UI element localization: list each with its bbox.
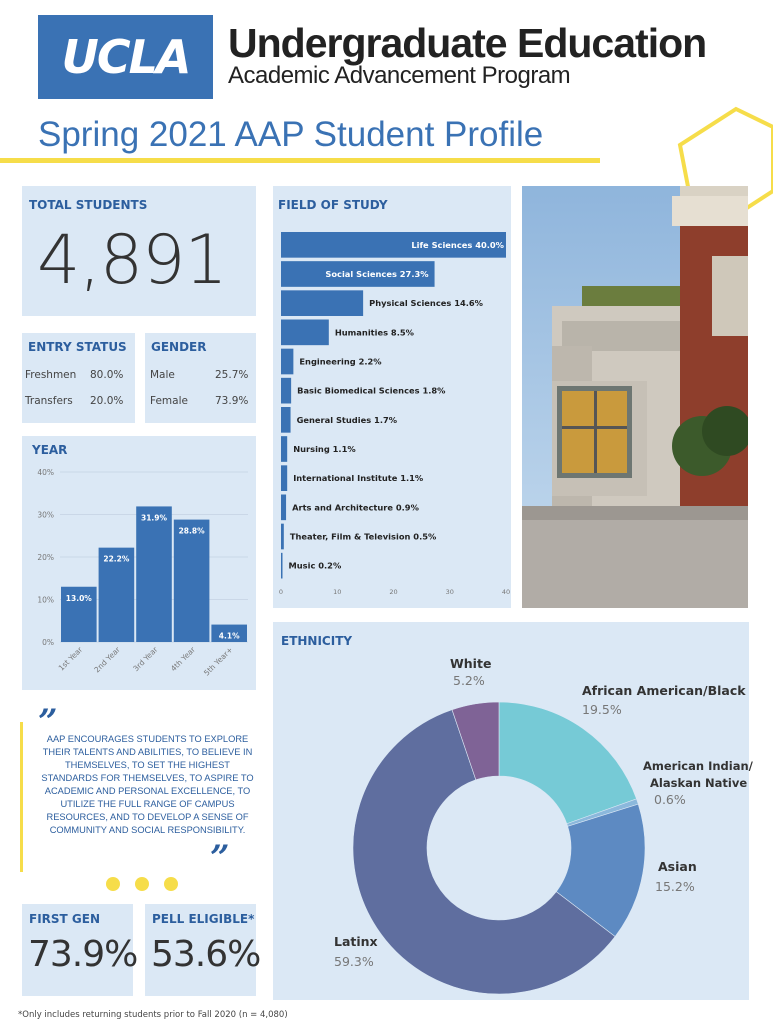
year-y-tick: 40% xyxy=(37,468,54,477)
header-subtitle: Academic Advancement Program xyxy=(228,62,571,89)
field-bar-label: Humanities 8.5% xyxy=(334,327,414,338)
field-x-tick: 20 xyxy=(389,588,398,596)
gender-male-value: 25.7% xyxy=(215,369,249,381)
field-bar-label: Music 0.2% xyxy=(288,560,342,571)
year-y-tick: 30% xyxy=(37,510,54,520)
year-bar-label: 28.8% xyxy=(178,526,205,536)
ethnicity-label-african-american: African American/Black xyxy=(582,683,746,698)
field-bar-label: Arts and Architecture 0.9% xyxy=(292,502,419,513)
field-x-tick: 10 xyxy=(333,588,342,596)
ethnicity-label-american-indian-line1: American Indian/ xyxy=(643,759,753,773)
year-bar-chart xyxy=(22,436,256,690)
year-bar xyxy=(136,506,172,642)
decorative-dot xyxy=(106,877,120,891)
gender-male-key: Male xyxy=(150,369,175,381)
field-bar-label: International Institute 1.1% xyxy=(293,473,424,484)
campus-building-photo xyxy=(522,186,748,608)
page-title: Spring 2021 AAP Student Profile xyxy=(38,115,544,154)
entry-transfers-value: 20.0% xyxy=(90,395,124,407)
quote-accent-bar xyxy=(20,722,23,872)
year-bar-label: 31.9% xyxy=(140,513,168,523)
total-students-value: 4,891 xyxy=(37,221,227,300)
field-bar-label: Theater, Film & Television 0.5% xyxy=(289,531,437,542)
field-bar xyxy=(281,407,291,433)
mission-quote: AAP ENCOURAGES STUDENTS TO EXPLORE THEIR TALENTS AND ABILITIES, TO BELIEVE IN THEMSELVES, TO SET THE HIGHEST STANDARDS FOR THEMSELVES, TO ASPIRE TO ACADEMIC AND PERSONAL EXCELLENCE, TO UTILIZE THE FULL RANGE OF CAMPUS RESOURCES, AND TO DEVELOP A SENSE OF COMMUNITY AND SOCIAL RESPONSIBILITY. xyxy=(41,734,254,835)
gender-panel xyxy=(145,333,256,423)
field-x-tick: 0 xyxy=(278,588,284,596)
ethnicity-pct-american-indian: 0.6% xyxy=(654,792,686,807)
field-bar-label: General Studies 1.7% xyxy=(296,414,398,425)
entry-status-panel xyxy=(22,333,135,423)
year-y-tick: 0% xyxy=(42,638,54,647)
field-x-tick: 40 xyxy=(501,588,511,596)
open-quote-mark: ” xyxy=(38,702,58,742)
ethnicity-chart-title: ETHNICITY xyxy=(281,634,353,648)
ethnicity-slice xyxy=(499,702,636,824)
entry-transfers-key: Transfers xyxy=(25,395,73,407)
year-bar-label: 4.1% xyxy=(218,631,240,641)
logo-text: UCLA xyxy=(61,30,190,84)
year-y-tick: 10% xyxy=(37,595,54,605)
field-bar-label: Physical Sciences 14.6% xyxy=(369,298,483,309)
pell-eligible-value: 53.6% xyxy=(151,934,261,975)
field-bar-chart xyxy=(273,186,511,608)
year-bar xyxy=(174,520,210,642)
ethnicity-label-american-indian-line2: Alaskan Native xyxy=(650,776,748,790)
decorative-dot xyxy=(135,877,149,891)
decorative-dot xyxy=(164,877,178,891)
field-of-study-panel xyxy=(273,186,511,608)
field-bar xyxy=(281,290,363,316)
year-x-tick: 2nd Year xyxy=(92,645,122,675)
field-x-tick: 30 xyxy=(445,588,454,596)
first-gen-value: 73.9% xyxy=(28,934,138,975)
year-bar-label: 13.0% xyxy=(65,593,92,603)
total-students-panel xyxy=(22,186,256,316)
year-x-tick: 5th Year+ xyxy=(202,645,235,678)
gender-female-key: Female xyxy=(150,395,188,407)
close-quote-mark: ” xyxy=(210,838,230,878)
field-bar xyxy=(281,349,293,375)
entry-freshmen-key: Freshmen xyxy=(25,369,77,381)
year-bar-label: 22.2% xyxy=(103,554,130,564)
entry-freshmen-value: 80.0% xyxy=(90,369,124,381)
field-bar xyxy=(281,436,287,462)
field-bar xyxy=(281,378,291,404)
year-x-tick: 3rd Year xyxy=(131,645,160,674)
header-title: Undergraduate Education xyxy=(228,20,707,66)
field-bar-label: Nursing 1.1% xyxy=(293,444,356,454)
year-chart-title: YEAR xyxy=(32,443,68,457)
field-bar xyxy=(281,320,329,346)
field-bar-label: Social Sciences 27.3% xyxy=(325,269,429,279)
ethnicity-label-asian: Asian xyxy=(658,859,697,874)
gender-label: GENDER xyxy=(151,340,207,354)
ethnicity-panel xyxy=(273,622,753,1000)
ethnicity-pct-african-american: 19.5% xyxy=(582,702,622,717)
year-panel xyxy=(22,436,256,690)
entry-status-label: ENTRY STATUS xyxy=(28,340,127,354)
total-students-label: TOTAL STUDENTS xyxy=(29,198,148,212)
pell-eligible-panel xyxy=(145,904,261,996)
ethnicity-label-latinx: Latinx xyxy=(334,934,378,949)
field-bar-label: Basic Biomedical Sciences 1.8% xyxy=(297,385,446,396)
field-bar xyxy=(281,495,286,521)
first-gen-label: FIRST GEN xyxy=(29,912,100,926)
pell-eligible-label: PELL ELIGIBLE* xyxy=(152,912,255,926)
year-x-tick: 1st Year xyxy=(56,645,85,673)
field-bar-label: Life Sciences 40.0% xyxy=(411,239,504,250)
first-gen-panel xyxy=(22,904,138,996)
ethnicity-pct-asian: 15.2% xyxy=(655,879,695,894)
gender-female-value: 73.9% xyxy=(215,395,249,407)
field-bar xyxy=(281,524,284,550)
ucla-logo xyxy=(38,15,213,99)
field-bar xyxy=(281,465,287,491)
year-x-tick: 4th Year xyxy=(168,645,198,674)
year-y-tick: 20% xyxy=(37,553,54,562)
ethnicity-label-white: White xyxy=(450,656,492,671)
ethnicity-pct-latinx: 59.3% xyxy=(334,954,374,969)
ethnicity-pct-white: 5.2% xyxy=(453,673,485,688)
footnote: *Only includes returning students prior to Fall 2020 (n = 4,080) xyxy=(18,1010,288,1020)
field-bar xyxy=(281,553,283,579)
field-chart-title: FIELD OF STUDY xyxy=(278,198,388,212)
field-bar-label: Engineering 2.2% xyxy=(299,356,382,367)
title-underline xyxy=(0,158,600,163)
